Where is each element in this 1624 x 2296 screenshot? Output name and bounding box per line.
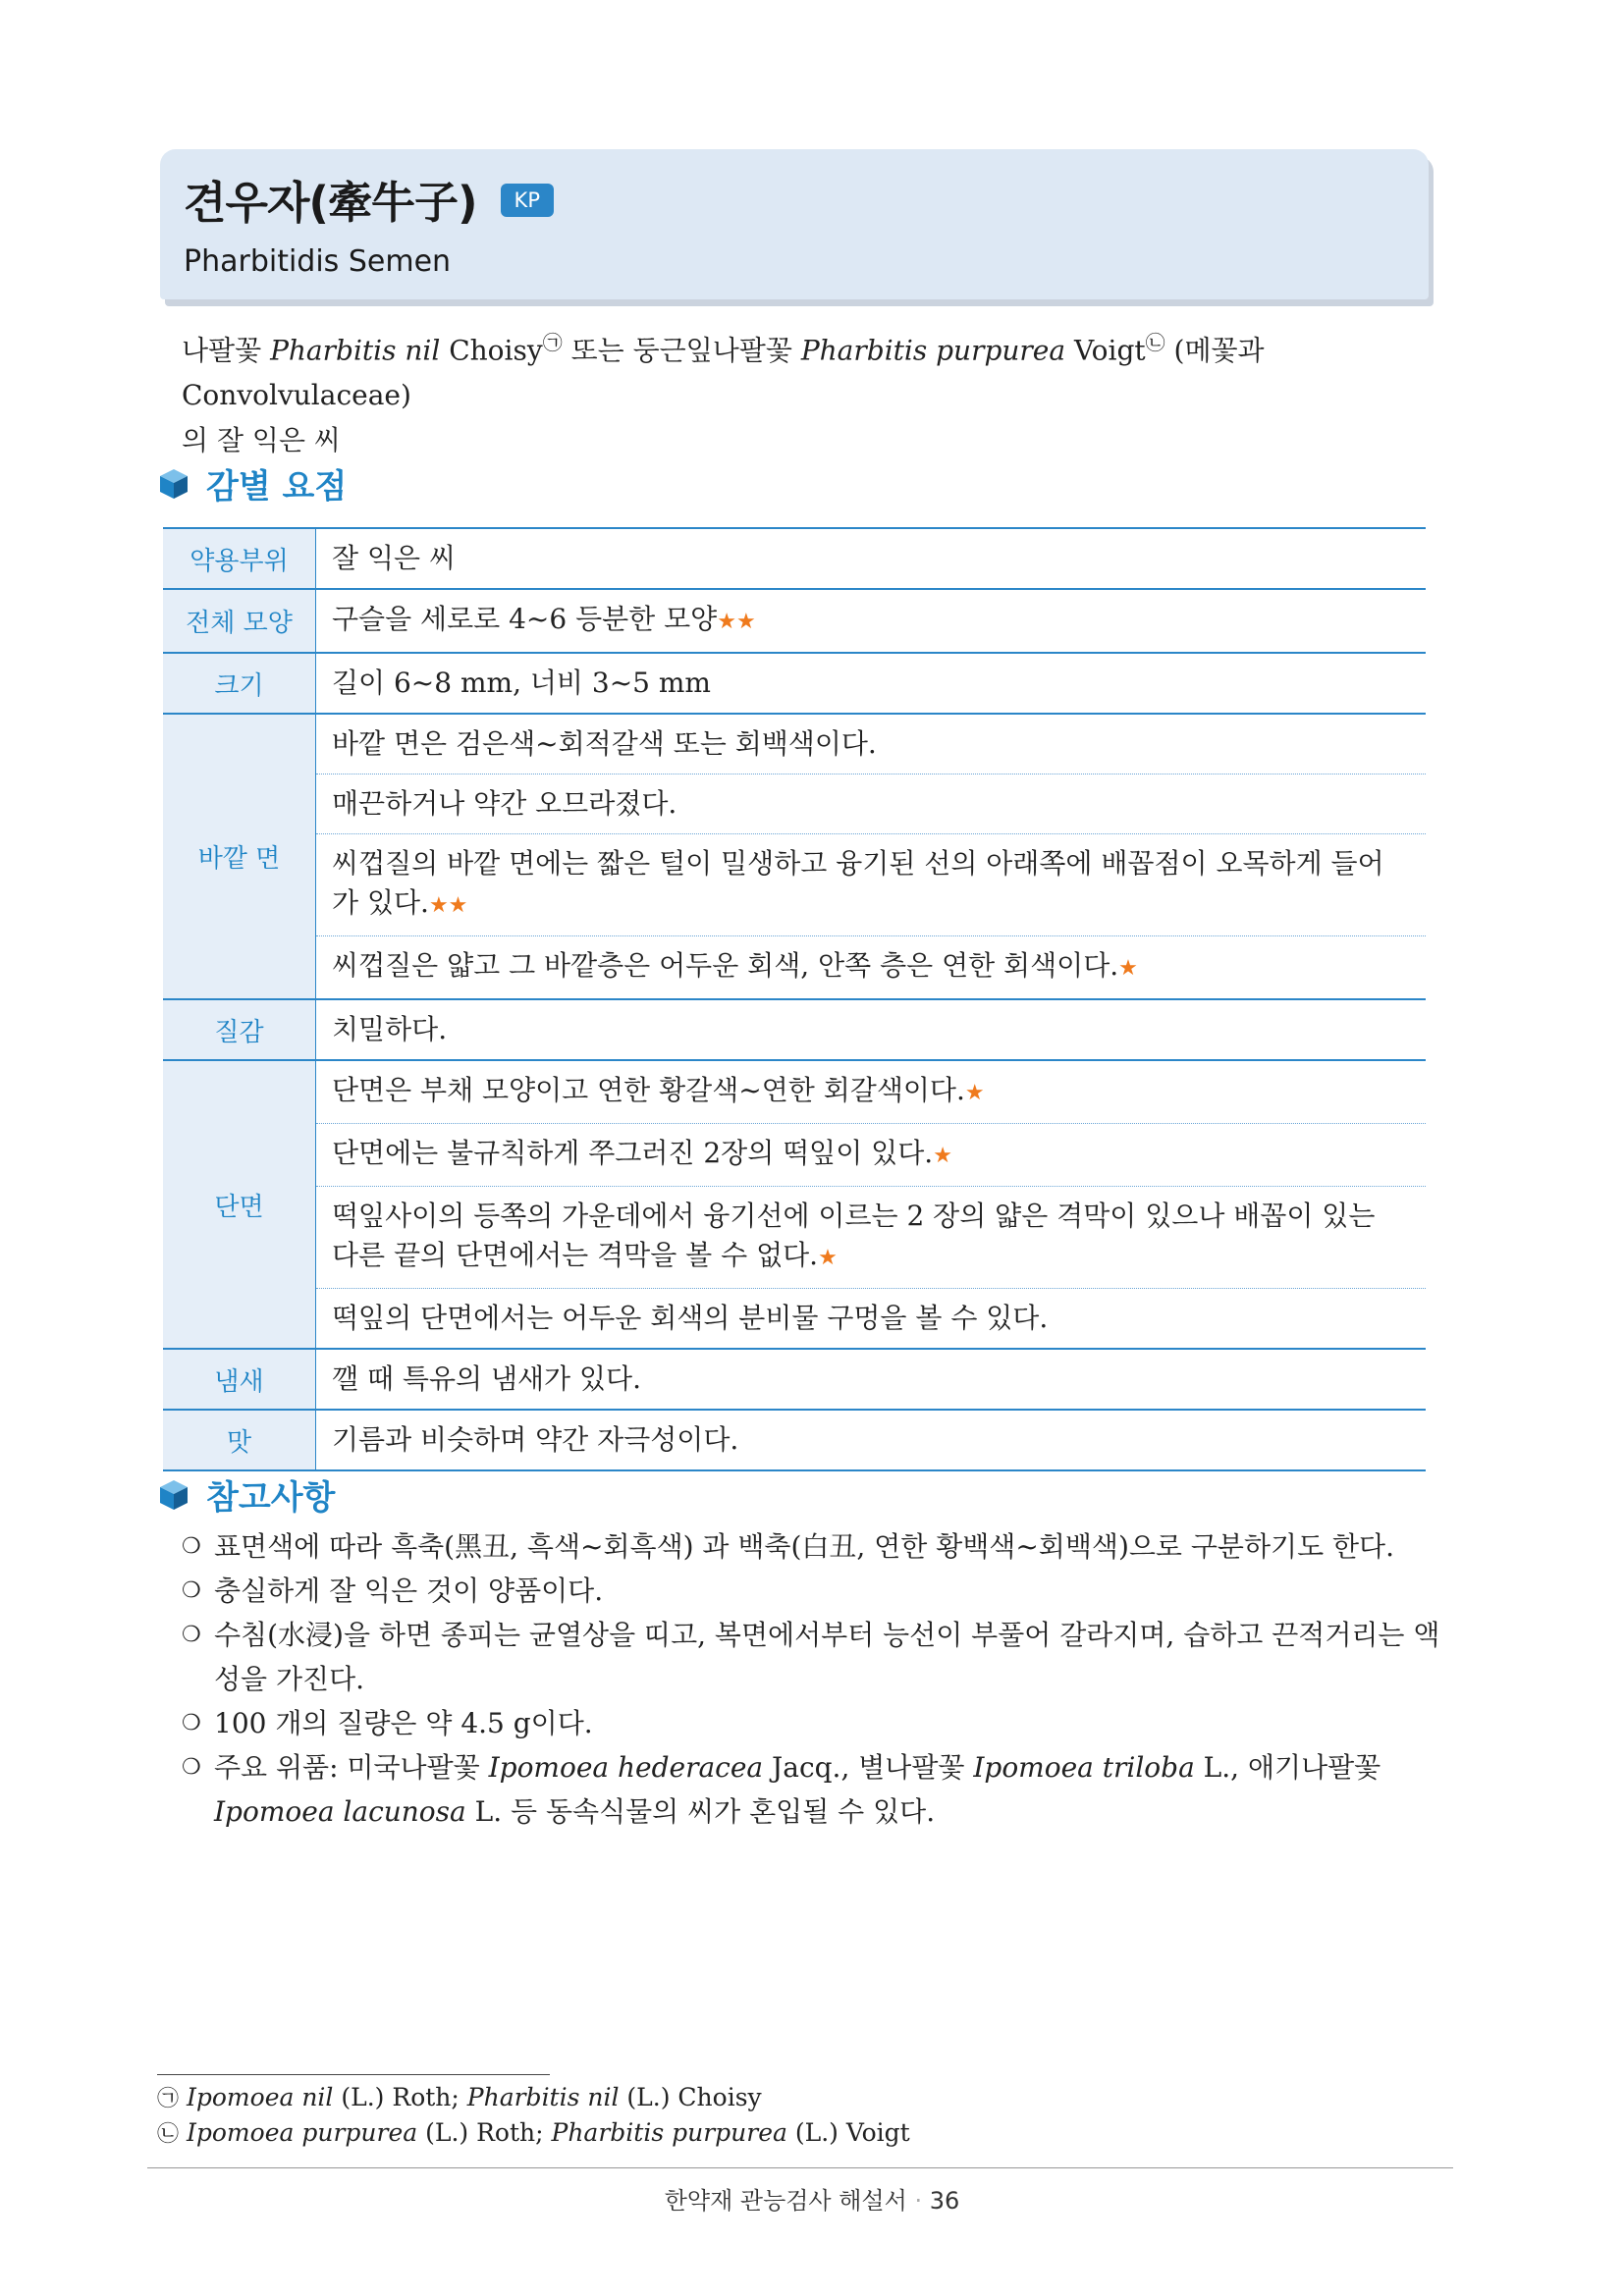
value-text: 구슬을 세로로 4~6 등분한 모양 — [332, 603, 718, 635]
row-label: 크기 — [163, 653, 316, 714]
species2-korean: 둥근잎나팔꽃 — [632, 334, 792, 367]
footnote-part: (L.) Roth; — [417, 2118, 552, 2147]
star-rating: ★★ — [717, 610, 756, 634]
value-text: 씨껍질의 바깥 면에는 짧은 털이 밀생하고 융기된 선의 아래쪽에 배꼽점이 오목하게 들어가 있다. — [332, 847, 1384, 919]
row-value: 치밀하다. — [316, 999, 1427, 1060]
note-text: 충실하게 잘 익은 것이 양품이다. — [214, 1575, 604, 1607]
row-value — [316, 834, 1427, 936]
kp-badge: KP — [501, 184, 554, 217]
value-text: 단면은 부채 모양이고 연한 황갈색~연한 회갈색이다. — [332, 1074, 965, 1106]
star-rating: ★ — [964, 1081, 985, 1105]
footer-divider — [147, 2167, 1453, 2168]
section-heading-notes — [159, 1470, 335, 1519]
latin-name: Pharbitidis Semen — [184, 244, 452, 279]
table-row — [163, 653, 1426, 714]
row-value: 깰 때 특유의 냄새가 있다. — [316, 1349, 1427, 1410]
list-item — [182, 1569, 1448, 1613]
bullet-icon: ❍ — [182, 1534, 201, 1559]
table-row — [163, 528, 1426, 589]
species1-scientific: Pharbitis nil — [270, 334, 441, 367]
species2-scientific: Pharbitis purpurea — [800, 334, 1066, 367]
footnote-mark-2: ㉡ — [1145, 331, 1165, 354]
title-banner — [160, 149, 1429, 299]
note-text — [214, 1745, 1448, 1834]
row-value: 길이 6~8 mm, 너비 3~5 mm — [316, 653, 1427, 714]
table-row — [163, 1124, 1426, 1187]
row-value: 떡잎의 단면에서는 어두운 회색의 분비물 구멍을 볼 수 있다. — [316, 1289, 1427, 1350]
row-label: 냄새 — [163, 1349, 316, 1410]
footnotes — [157, 2081, 910, 2152]
table-row — [163, 936, 1426, 1000]
row-label: 질감 — [163, 999, 316, 1060]
book-title: 한약재 관능검사 해설서 — [664, 2187, 907, 2215]
footnote-part: (L.) Choisy — [619, 2083, 762, 2111]
row-value — [316, 1187, 1427, 1289]
scientific-name: Pharbitis nil — [466, 2083, 620, 2111]
cube-icon — [159, 468, 189, 500]
value-text: 떡잎사이의 등쪽의 가운데에서 융기선에 이르는 2 장의 얇은 격막이 있으나 배꼽이 있는 다른 끝의 단면에서는 격막을 볼 수 없다. — [332, 1200, 1376, 1271]
species2-author: Voigt — [1073, 334, 1146, 367]
note-text: 수침(水浸)을 하면 종피는 균열상을 띠고, 복면에서부터 능선이 부풀어 갈라지며, 습하고 끈적거리는 액성을 가진다. — [214, 1619, 1440, 1695]
species1-author: Choisy — [449, 334, 543, 367]
family-name: (메꽃과 Convolvulaceae) — [182, 334, 1265, 412]
note-label: 주요 위품 — [214, 1751, 330, 1784]
note-part: : 미국나팔꽃 — [329, 1751, 489, 1784]
scientific-name: Pharbitis purpurea — [551, 2118, 787, 2147]
section-heading-key-points — [159, 459, 347, 507]
bullet-icon: ❍ — [182, 1578, 201, 1603]
footnote-part: (L.) Roth; — [333, 2083, 467, 2111]
star-rating: ★ — [933, 1144, 952, 1168]
table-row — [163, 999, 1426, 1060]
table-row — [163, 774, 1426, 834]
species1-korean: 나팔꽃 — [182, 334, 262, 367]
row-value — [316, 1124, 1427, 1187]
note-text: 표면색에 따라 흑축(黑丑, 흑색~회흑색) 과 백축(白丑, 연한 황백색~회백색)으로 구분하기도 한다. — [214, 1530, 1395, 1563]
title-text: 견우자(牽牛子) — [184, 177, 477, 229]
row-value: 잘 익은 씨 — [316, 528, 1427, 589]
origin-part: 의 잘 익은 씨 — [182, 424, 341, 457]
table-row — [163, 1060, 1426, 1124]
footnote-1 — [157, 2081, 910, 2116]
note-text: 100 개의 질량은 약 4.5 g이다. — [214, 1707, 593, 1739]
footnote-marker: ㉠ — [157, 2087, 180, 2111]
table-row — [163, 1289, 1426, 1350]
note-part: L., 애기나팔꽃 — [1194, 1751, 1381, 1784]
star-rating: ★★ — [428, 893, 468, 918]
origin-description — [182, 320, 1429, 463]
footnote-divider — [157, 2074, 550, 2075]
row-label: 단면 — [163, 1060, 316, 1349]
section-title: 감별 요점 — [206, 467, 348, 507]
footnote-part: (L.) Voigt — [786, 2118, 910, 2147]
footnote-2 — [157, 2116, 910, 2152]
note-part: Jacq., 별나팔꽃 — [763, 1751, 974, 1784]
page-title — [184, 167, 554, 231]
conjunction: 또는 — [570, 334, 624, 367]
bullet-icon: ❍ — [182, 1623, 201, 1647]
row-value — [316, 589, 1427, 653]
footer-separator: · — [914, 2187, 923, 2215]
section-title: 참고사항 — [206, 1478, 336, 1518]
row-value: 바깥 면은 검은색~회적갈색 또는 회백색이다. — [316, 714, 1427, 774]
row-value: 기름과 비슷하며 약간 자극성이다. — [316, 1410, 1427, 1470]
bullet-icon: ❍ — [182, 1711, 201, 1735]
star-rating: ★ — [818, 1246, 838, 1270]
notes-list — [182, 1524, 1448, 1834]
scientific-name: Ipomoea nil — [187, 2083, 334, 2111]
scientific-name: Ipomoea hederacea — [488, 1751, 764, 1784]
bullet-icon: ❍ — [182, 1755, 201, 1780]
row-label: 맛 — [163, 1410, 316, 1470]
table-row — [163, 714, 1426, 774]
row-value — [316, 936, 1427, 1000]
scientific-name: Ipomoea purpurea — [187, 2118, 418, 2147]
table-row — [163, 1187, 1426, 1289]
note-part: L. 등 동속식물의 씨가 혼입될 수 있다. — [465, 1795, 936, 1828]
list-item — [182, 1701, 1448, 1745]
cube-icon — [159, 1479, 189, 1511]
table-row — [163, 589, 1426, 653]
identification-table — [163, 527, 1426, 1471]
scientific-name: Ipomoea lacunosa — [214, 1795, 466, 1828]
page-footer — [0, 2181, 1624, 2216]
row-value: 매끈하거나 약간 오므라졌다. — [316, 774, 1427, 834]
row-label: 전체 모양 — [163, 589, 316, 653]
table-row — [163, 1349, 1426, 1410]
value-text: 씨껍질은 얇고 그 바깥층은 어두운 회색, 안쪽 층은 연한 회색이다. — [332, 949, 1119, 982]
table-row — [163, 834, 1426, 936]
scientific-name: Ipomoea triloba — [973, 1751, 1195, 1784]
footnote-marker: ㉡ — [157, 2122, 180, 2147]
list-item — [182, 1524, 1448, 1569]
row-value — [316, 1060, 1427, 1124]
page-number: 36 — [929, 2187, 960, 2215]
row-label: 바깥 면 — [163, 714, 316, 999]
value-text: 단면에는 불규칙하게 쭈그러진 2장의 떡잎이 있다. — [332, 1137, 934, 1169]
star-rating: ★ — [1118, 956, 1138, 981]
row-label: 약용부위 — [163, 528, 316, 589]
footnote-mark-1: ㉠ — [542, 331, 563, 354]
table-row — [163, 1410, 1426, 1470]
list-item — [182, 1745, 1448, 1834]
list-item — [182, 1613, 1448, 1701]
